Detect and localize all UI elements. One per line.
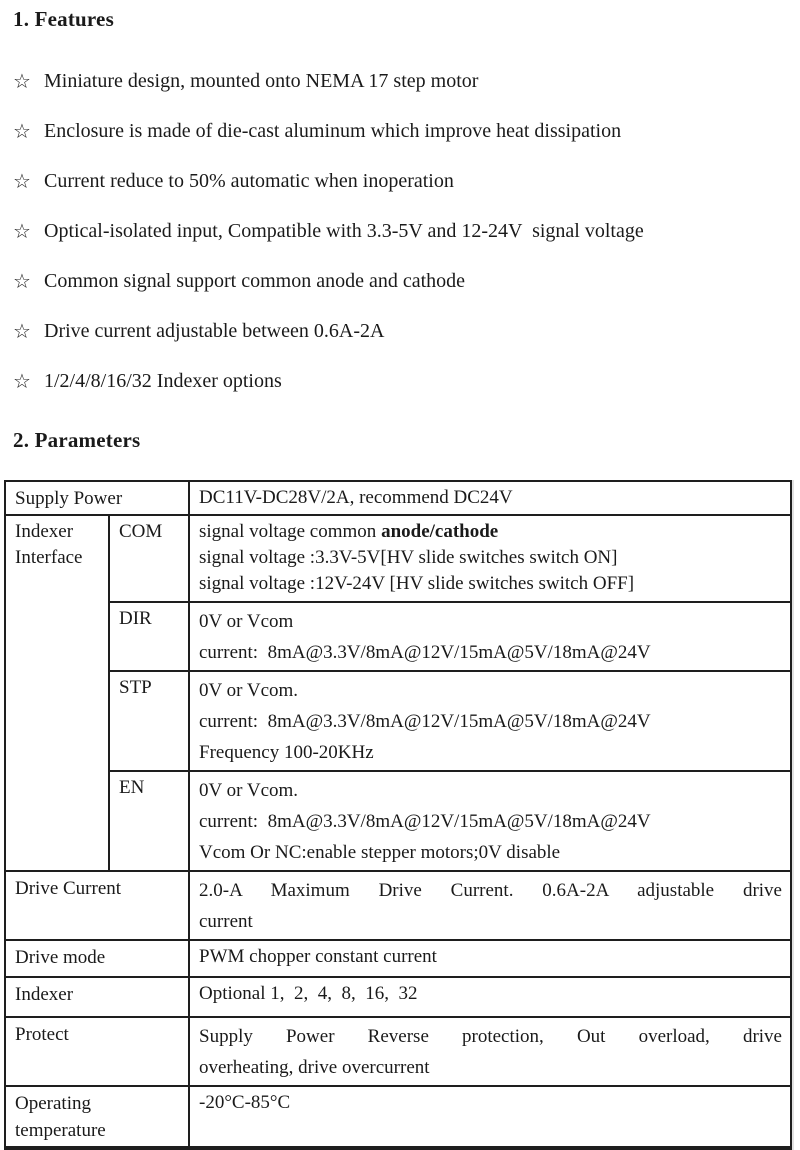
feature-item	[13, 118, 790, 145]
en-line-3: Vcom Or NC:enable stepper motors;0V disable	[199, 842, 561, 863]
row-label-operating-temperature: Operating temperature	[5, 1086, 189, 1148]
row-value-drive-mode: PWM chopper constant current	[189, 940, 791, 977]
row-value-dir	[189, 602, 791, 671]
stp-line-3: Frequency 100-20KHz	[199, 742, 374, 763]
table-row-dir	[5, 602, 791, 671]
feature-text: Common signal support common anode and cathode	[44, 270, 466, 292]
star-icon: ☆	[13, 319, 31, 343]
star-icon: ☆	[13, 69, 31, 93]
stp-line-2: current: 8mA@3.3V/8mA@12V/15mA@5V/18mA@24V	[199, 711, 651, 732]
row-value-operating-temperature: -20°C-85°C	[189, 1086, 791, 1148]
star-icon: ☆	[13, 119, 31, 143]
parameters-heading: 2. Parameters	[13, 428, 141, 452]
signal-name-com: COM	[109, 515, 189, 602]
table-row-indexer	[5, 977, 791, 1017]
feature-text: Miniature design, mounted onto NEMA 17 step motor	[44, 70, 479, 92]
com-line-1-bold: anode/cathode	[381, 521, 499, 542]
table-row-drive-mode	[5, 940, 791, 977]
signal-name-stp: STP	[109, 671, 189, 771]
features-list	[13, 68, 790, 395]
features-heading: 1. Features	[13, 7, 114, 31]
drive-current-line-1: 2.0-A Maximum Drive Current. 0.6A-2A adjustable drive	[199, 880, 782, 901]
row-value-supply-power: DC11V-DC28V/2A, recommend DC24V	[189, 481, 791, 515]
feature-text: 1/2/4/8/16/32 Indexer options	[44, 370, 282, 392]
table-row-en	[5, 771, 791, 871]
star-icon: ☆	[13, 169, 31, 193]
feature-item	[13, 318, 790, 345]
en-line-1: 0V or Vcom.	[199, 780, 299, 801]
feature-text: Enclosure is made of die-cast aluminum which improve heat dissipation	[44, 120, 622, 142]
row-value-en	[189, 771, 791, 871]
en-line-2: current: 8mA@3.3V/8mA@12V/15mA@5V/18mA@24V	[199, 811, 651, 832]
star-icon: ☆	[13, 369, 31, 393]
drive-current-line-2: current	[199, 911, 253, 932]
star-icon: ☆	[13, 219, 31, 243]
feature-text: Optical-isolated input, Compatible with 3.3-5V and 12-24V signal voltage	[44, 220, 644, 242]
row-value-com	[189, 515, 791, 602]
row-label-protect: Protect	[5, 1017, 189, 1086]
com-line-3: signal voltage :12V-24V [HV slide switches switch OFF]	[199, 573, 635, 594]
feature-text: Current reduce to 50% automatic when inoperation	[44, 170, 454, 192]
com-line-1-text: signal voltage common	[199, 521, 382, 542]
stp-line-1: 0V or Vcom.	[199, 680, 299, 701]
com-line-2: signal voltage :3.3V-5V[HV slide switches switch ON]	[199, 547, 618, 568]
table-row-operating-temperature	[5, 1086, 791, 1148]
feature-item	[13, 168, 790, 195]
row-label-supply-power: Supply Power	[5, 481, 189, 515]
feature-item	[13, 218, 790, 245]
row-label-indexer: Indexer	[5, 977, 189, 1017]
table-row-com	[5, 515, 791, 602]
protect-line-2: overheating, drive overcurrent	[199, 1057, 430, 1078]
row-value-indexer: Optional 1, 2, 4, 8, 16, 32	[189, 977, 791, 1017]
signal-name-dir: DIR	[109, 602, 189, 671]
row-label-indexer-interface: Indexer Interface	[5, 515, 109, 871]
feature-item	[13, 268, 790, 295]
table-row-stp	[5, 671, 791, 771]
row-value-drive-current	[189, 871, 791, 940]
row-label-drive-mode: Drive mode	[5, 940, 189, 977]
row-value-stp	[189, 671, 791, 771]
table-row-supply-power	[5, 481, 791, 515]
feature-item	[13, 68, 790, 95]
feature-text: Drive current adjustable between 0.6A-2A	[44, 320, 385, 342]
table-row-drive-current	[5, 871, 791, 940]
protect-line-1: Supply Power Reverse protection, Out overload, drive	[199, 1026, 782, 1047]
dir-line-1: 0V or Vcom	[199, 611, 294, 632]
dir-line-2: current: 8mA@3.3V/8mA@12V/15mA@5V/18mA@24V	[199, 642, 651, 663]
row-label-drive-current: Drive Current	[5, 871, 189, 940]
feature-item	[13, 368, 790, 395]
row-value-protect	[189, 1017, 791, 1086]
star-icon: ☆	[13, 269, 31, 293]
com-line-1	[199, 519, 782, 545]
signal-name-en: EN	[109, 771, 189, 871]
parameters-table	[4, 480, 792, 1150]
table-row-protect	[5, 1017, 791, 1086]
